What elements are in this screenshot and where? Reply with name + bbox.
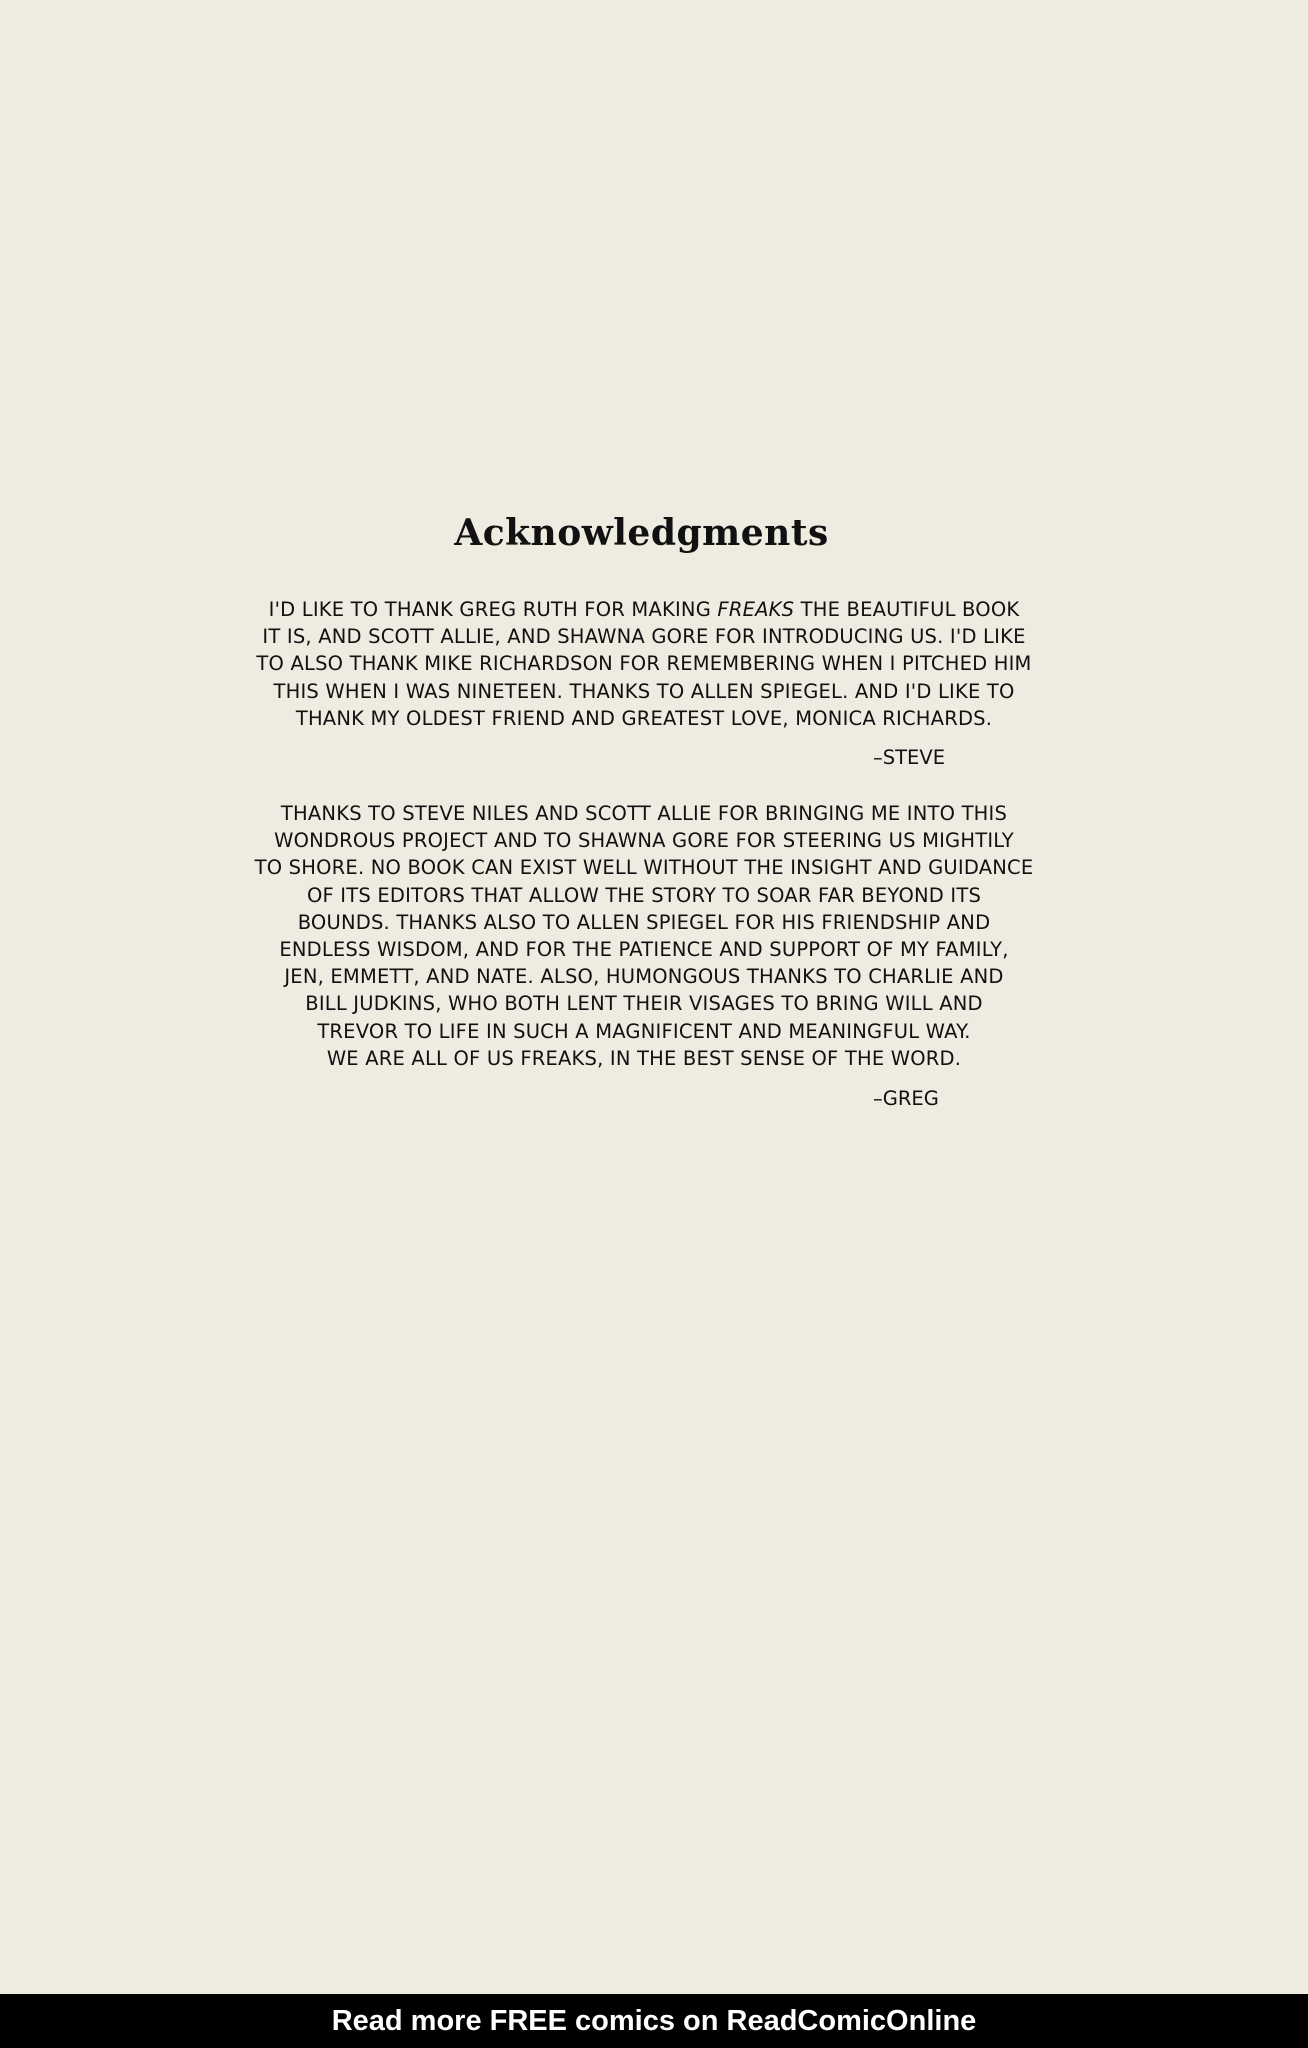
paragraph-line: WE ARE ALL OF US FREAKS, IN THE BEST SENSE OF THE WORD. [326, 1046, 962, 1070]
paragraph-line-text: I'D LIKE TO THANK GREG RUTH FOR MAKING [268, 598, 718, 621]
paragraph-line: ENDLESS WISDOM, AND FOR THE PATIENCE AND SUPPORT OF MY FAMILY, [279, 938, 1009, 962]
acknowledgment-paragraph-steve [254, 596, 1034, 732]
page-title: Acknowledgments [454, 512, 829, 554]
paragraph-line [254, 596, 1034, 623]
paragraph-line: OF ITS EDITORS THAT ALLOW THE STORY TO SOAR FAR BEYOND ITS [306, 883, 982, 907]
signature-greg: –GREG [873, 1087, 939, 1110]
signature-steve: –STEVE [873, 746, 946, 769]
paragraph-line: BILL JUDKINS, WHO BOTH LENT THEIR VISAGES TO BRING WILL AND [305, 992, 983, 1016]
paragraph-line: BOUNDS. THANKS ALSO TO ALLEN SPIEGEL FOR HIS FRIENDSHIP AND [297, 910, 991, 934]
acknowledgment-paragraph-greg [254, 800, 1034, 1072]
paragraph-line: THANK MY OLDEST FRIEND AND GREATEST LOVE, MONICA RICHARDS. [295, 706, 993, 730]
paragraph-line: TO ALSO THANK MIKE RICHARDSON FOR REMEMBERING WHEN I PITCHED HIM [256, 652, 1032, 676]
paragraph-line: WONDROUS PROJECT AND TO SHAWNA GORE FOR STEERING US MIGHTILY [274, 829, 1014, 853]
paragraph-line: JEN, EMMETT, AND NATE. ALSO, HUMONGOUS THANKS TO CHARLIE AND [284, 965, 1004, 989]
paragraph-line: TREVOR TO LIFE IN SUCH A MAGNIFICENT AND MEANINGFUL WAY. [317, 1019, 971, 1043]
paragraph-line: THANKS TO STEVE NILES AND SCOTT ALLIE FOR BRINGING ME INTO THIS [280, 802, 1008, 825]
footer-banner [0, 1994, 1308, 2048]
paragraph-line-text: THE BEAUTIFUL BOOK [794, 598, 1020, 621]
paragraph-line: THIS WHEN I WAS NINETEEN. THANKS TO ALLEN SPIEGEL. AND I'D LIKE TO [273, 679, 1015, 703]
paragraph-line: IT IS, AND SCOTT ALLIE, AND SHAWNA GORE FOR INTRODUCING US. I'D LIKE [262, 625, 1026, 649]
book-title-italic: FREAKS [717, 598, 795, 621]
paragraph-line: TO SHORE. NO BOOK CAN EXIST WELL WITHOUT THE INSIGHT AND GUIDANCE [254, 856, 1034, 880]
read-more-link[interactable]: Read more FREE comics on ReadComicOnline [331, 2004, 977, 2037]
